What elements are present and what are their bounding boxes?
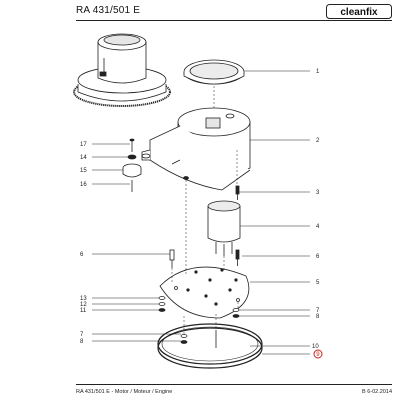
- callout-13: 13: [80, 296, 87, 302]
- callout-8-left: 8: [80, 339, 84, 345]
- part-1-cover: [184, 60, 244, 84]
- part-6-bolts: [170, 250, 239, 268]
- callout-15: 15: [80, 168, 87, 174]
- callout-10: 10: [312, 344, 319, 350]
- assembled-motor-illustration: [74, 34, 170, 106]
- footer-revision: B 6-02.2014: [362, 389, 392, 395]
- part-10-ring-seal: [158, 324, 262, 368]
- callout-6-right: 6: [316, 254, 320, 260]
- page-title: RA 431/501 E: [76, 5, 141, 16]
- part-4-motor: [208, 201, 240, 256]
- part-2-motor-housing: [142, 108, 250, 190]
- callout-1: 1: [316, 69, 320, 75]
- callout-11: 11: [80, 308, 87, 314]
- callout-5: 5: [316, 280, 320, 286]
- callout-14: 14: [80, 155, 87, 161]
- logo-wordmark: cleanfix: [340, 7, 378, 18]
- callout-16: 16: [80, 182, 87, 188]
- part-3-screw: [236, 186, 239, 200]
- callout-12: 12: [80, 302, 87, 308]
- callout-4: 4: [316, 224, 320, 230]
- callout-3: 3: [316, 190, 320, 196]
- callout-7-left: 7: [80, 332, 84, 338]
- callout-8-right: 8: [316, 314, 320, 320]
- callout-2: 2: [316, 138, 320, 144]
- callout-7-right: 7: [316, 308, 320, 314]
- footer-caption: RA 431/501 E - Motor / Moteur / Engine: [76, 389, 173, 395]
- callout-17: 17: [80, 142, 87, 148]
- callout-6-left: 6: [80, 252, 84, 258]
- callout-9: 9: [316, 352, 320, 359]
